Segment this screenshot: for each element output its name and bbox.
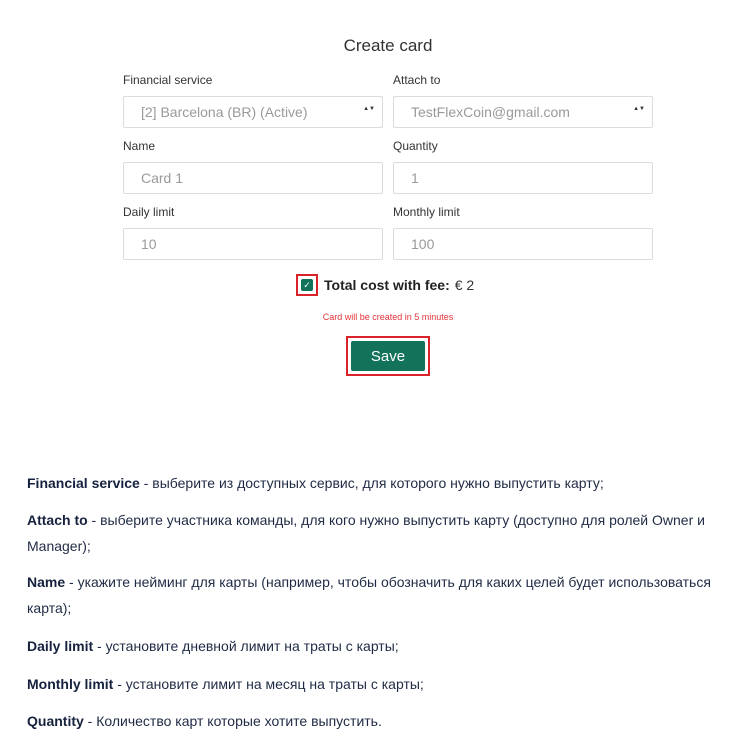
financial-service-label: Financial service <box>123 73 213 87</box>
description-text: - установите дневной лимит на траты с карты; <box>93 638 399 654</box>
fee-row <box>296 274 474 296</box>
description-term: Attach to <box>27 512 88 528</box>
quantity-label: Quantity <box>393 139 438 153</box>
description-text: - Количество карт которые хотите выпустить. <box>83 713 382 729</box>
attach-to-label: Attach to <box>393 73 441 87</box>
fee-label: Total cost with fee: <box>324 277 450 293</box>
name-input[interactable]: Card 1 <box>123 162 383 194</box>
form-title: Create card <box>343 36 433 55</box>
daily-limit-input[interactable]: 10 <box>123 228 383 260</box>
monthly-limit-input[interactable]: 100 <box>393 228 653 260</box>
quantity-input[interactable]: 1 <box>393 162 653 194</box>
description-text: - укажите нейминг для карты (например, чтобы обозначить для каких целей будет использоваться карта); <box>27 574 711 616</box>
description-term: Monthly limit <box>27 676 114 692</box>
save-button[interactable]: Save <box>351 341 425 371</box>
description-text: - выберите участника команды, для кого нужно выпустить карту (доступно для ролей Owner и Manager); <box>27 512 705 554</box>
description-term: Daily limit <box>27 638 94 654</box>
daily-limit-label: Daily limit <box>123 205 175 219</box>
fee-value: € 2 <box>454 277 475 293</box>
description-item <box>27 708 747 734</box>
description-item <box>27 633 747 659</box>
description-term: Quantity <box>27 713 84 729</box>
description-item <box>27 470 747 496</box>
fee-checkbox[interactable]: ✓ <box>301 279 313 291</box>
creation-notice: Card will be created in 5 minutes <box>322 312 454 322</box>
description-item <box>27 671 747 697</box>
description-item <box>27 507 747 559</box>
select-arrows-icon: ▲▼ <box>633 106 645 112</box>
description-term: Financial service <box>27 475 140 491</box>
description-text: - выберите из доступных сервис, для которого нужно выпустить карту; <box>139 475 604 491</box>
attach-to-select[interactable] <box>393 96 653 128</box>
attach-to-value: TestFlexCoin@gmail.com <box>411 104 570 120</box>
financial-service-select[interactable] <box>123 96 383 128</box>
save-button-highlight <box>346 336 430 376</box>
fee-checkbox-highlight <box>296 274 318 296</box>
description-term: Name <box>27 574 66 590</box>
financial-service-value: [2] Barcelona (BR) (Active) <box>141 104 308 120</box>
monthly-limit-label: Monthly limit <box>393 205 460 219</box>
name-label: Name <box>123 139 156 153</box>
description-item <box>27 569 747 621</box>
description-text: - установите лимит на месяц на траты с карты; <box>113 676 424 692</box>
select-arrows-icon: ▲▼ <box>363 106 375 112</box>
